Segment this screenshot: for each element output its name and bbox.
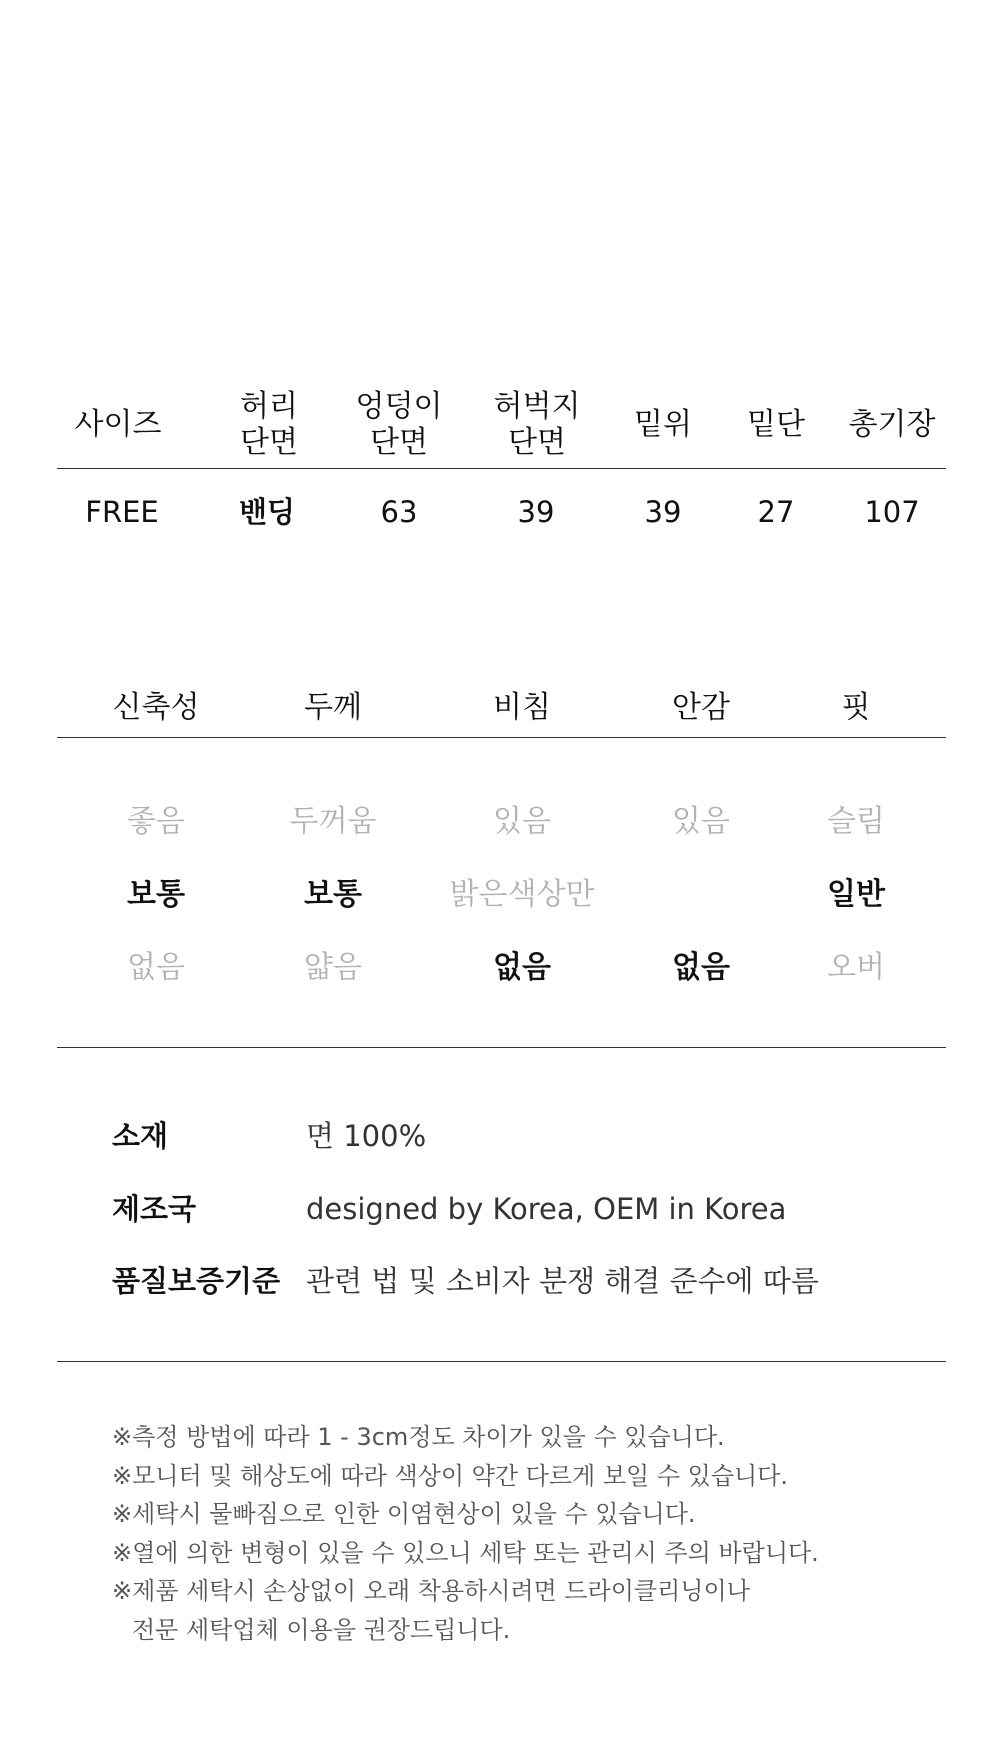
waist-col-header: 허리 단면 bbox=[240, 389, 298, 460]
attribute-grid bbox=[57, 800, 946, 985]
lining-header: 안감 bbox=[672, 690, 730, 725]
size-table-divider bbox=[57, 468, 946, 469]
size-col-header: 사이즈 bbox=[74, 407, 162, 442]
lining-option: 있음 bbox=[672, 804, 730, 839]
attribute-bottom-divider bbox=[57, 1047, 946, 1048]
thigh-value: 39 bbox=[517, 495, 555, 529]
fit-option: 오버 bbox=[827, 950, 885, 985]
size-table-header bbox=[57, 380, 946, 470]
fit-option: 슬림 bbox=[827, 804, 885, 839]
material-row bbox=[112, 1114, 932, 1158]
length-col-header: 총기장 bbox=[848, 407, 936, 442]
quality-value: 관련 법 및 소비자 분쟁 해결 준수에 따름 bbox=[306, 1264, 819, 1298]
stretch-option: 좋음 bbox=[127, 804, 185, 839]
fit-option: 일반 bbox=[827, 877, 885, 912]
attribute-header-divider bbox=[57, 737, 946, 738]
note-dye-transfer: ※세탁시 물빠짐으로 인한 이염현상이 있을 수 있습니다. bbox=[112, 1500, 696, 1528]
care-notes bbox=[112, 1418, 932, 1649]
note-monitor: ※모니터 및 해상도에 따라 색상이 약간 다르게 보일 수 있습니다. bbox=[112, 1461, 788, 1490]
note-dry-clean: ※제품 세탁시 손상없이 오래 착용하시려면 드라이클리닝이나 bbox=[112, 1577, 750, 1605]
length-value: 107 bbox=[864, 495, 920, 529]
size-table-row bbox=[57, 490, 946, 534]
sheerness-option: 없음 bbox=[493, 950, 551, 985]
origin-label: 제조국 bbox=[112, 1192, 197, 1226]
hem-col-header: 밑단 bbox=[747, 407, 805, 442]
lining-option: 없음 bbox=[672, 950, 730, 985]
size-value: FREE bbox=[85, 495, 159, 529]
info-divider bbox=[57, 1361, 946, 1362]
stretch-header: 신축성 bbox=[112, 690, 200, 725]
stretch-option: 없음 bbox=[127, 950, 185, 985]
origin-row bbox=[112, 1187, 932, 1231]
sheerness-option: 밝은색상만 bbox=[449, 877, 595, 912]
attribute-header bbox=[57, 688, 946, 728]
rise-col-header: 밑위 bbox=[634, 407, 692, 442]
origin-value: designed by Korea, OEM in Korea bbox=[306, 1192, 787, 1226]
thickness-option: 두꺼움 bbox=[289, 804, 377, 839]
thickness-header: 두께 bbox=[304, 690, 362, 725]
note-heat: ※열에 의한 변형이 있을 수 있으니 세탁 또는 관리시 주의 바랍니다. bbox=[112, 1538, 819, 1567]
hip-value: 63 bbox=[380, 495, 418, 529]
sheerness-option: 있음 bbox=[493, 804, 551, 839]
sheerness-header: 비침 bbox=[493, 690, 551, 725]
quality-label: 품질보증기준 bbox=[112, 1264, 281, 1298]
material-value: 면 100% bbox=[306, 1119, 427, 1153]
note-dry-clean-cont: 전문 세탁업체 이용을 권장드립니다. bbox=[132, 1615, 511, 1644]
thigh-col-header: 허벅지 단면 bbox=[493, 389, 581, 460]
fit-header: 핏 bbox=[841, 690, 871, 725]
waist-value: 밴딩 bbox=[238, 495, 296, 529]
thickness-option: 얇음 bbox=[304, 950, 362, 985]
thickness-option: 보통 bbox=[304, 877, 362, 912]
stretch-option: 보통 bbox=[127, 877, 185, 912]
material-label: 소재 bbox=[112, 1119, 169, 1153]
note-measurement: ※측정 방법에 따라 1 - 3cm정도 차이가 있을 수 있습니다. bbox=[112, 1423, 725, 1451]
quality-row bbox=[112, 1259, 932, 1303]
hem-value: 27 bbox=[757, 495, 795, 529]
rise-value: 39 bbox=[644, 495, 682, 529]
hip-col-header: 엉덩이 단면 bbox=[355, 389, 443, 460]
